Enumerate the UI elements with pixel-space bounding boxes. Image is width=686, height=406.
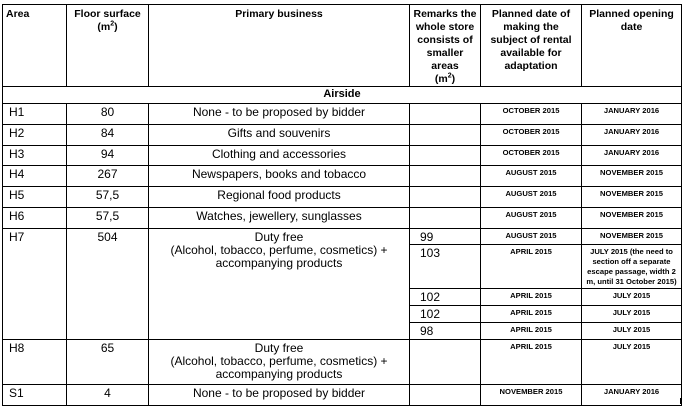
remarks-cell: [410, 208, 481, 229]
opening-date-cell: JULY 2015: [582, 323, 682, 340]
area-cell: H1: [3, 104, 67, 125]
remarks-cell: [410, 125, 481, 146]
business-cell: Gifts and souvenirs: [149, 125, 410, 146]
planned-date-cell: APRIL 2015: [481, 245, 582, 289]
remarks-cell: [410, 187, 481, 208]
floor-cell: 504: [67, 229, 149, 340]
opening-date-cell: JULY 2015: [582, 306, 682, 323]
floor-cell: 57,5: [67, 208, 149, 229]
area-cell: H5: [3, 187, 67, 208]
floor-cell: 94: [67, 146, 149, 166]
planned-date-cell: APRIL 2015: [481, 340, 582, 385]
header-row: [3, 5, 682, 87]
floor-cell: 84: [67, 125, 149, 146]
table-row: [3, 125, 682, 146]
business-cell: Regional food products: [149, 187, 410, 208]
table-row: [3, 166, 682, 187]
area-cell: H6: [3, 208, 67, 229]
next-table-border: [2, 398, 681, 404]
area-cell: H4: [3, 166, 67, 187]
area-cell: H2: [3, 125, 67, 146]
header-opening-date: Planned opening date: [582, 5, 682, 87]
planned-date-cell: APRIL 2015: [481, 306, 582, 323]
floor-cell: 267: [67, 166, 149, 187]
planned-date-cell: AUGUST 2015: [481, 187, 582, 208]
section-label: Airside: [3, 87, 682, 104]
remarks-cell: 102: [410, 289, 481, 306]
remarks-cell: [410, 166, 481, 187]
planned-date-cell: APRIL 2015: [481, 289, 582, 306]
opening-date-cell: NOVEMBER 2015: [582, 229, 682, 245]
opening-date-cell: NOVEMBER 2015: [582, 208, 682, 229]
floor-cell: 57,5: [67, 187, 149, 208]
opening-date-cell: JANUARY 2016: [582, 146, 682, 166]
business-cell: None - to be proposed by bidder: [149, 104, 410, 125]
business-cell: Clothing and accessories: [149, 146, 410, 166]
business-cell: Newspapers, books and tobacco: [149, 166, 410, 187]
remarks-cell: [410, 340, 481, 385]
remarks-cell: [410, 146, 481, 166]
table-row: [3, 146, 682, 166]
planned-date-cell: AUGUST 2015: [481, 229, 582, 245]
header-remarks: Remarks the whole store consists of smaller areas $(m^2)$: [410, 5, 481, 87]
business-cell: Duty free (Alcohol, tobacco, perfume, cosmetics) + accompanying products: [149, 229, 410, 340]
planned-date-cell: OCTOBER 2015: [481, 125, 582, 146]
rental-areas-table: [2, 4, 682, 406]
floor-cell: 65: [67, 340, 149, 385]
area-cell: S1: [3, 385, 67, 406]
table-row: [3, 229, 682, 245]
floor-cell: 4: [67, 385, 149, 406]
area-cell: H7: [3, 229, 67, 340]
business-cell: Watches, jewellery, sunglasses: [149, 208, 410, 229]
remarks-cell: 102: [410, 306, 481, 323]
opening-date-cell: JANUARY 2016: [582, 385, 682, 406]
planned-date-cell: AUGUST 2015: [481, 208, 582, 229]
opening-date-cell: JULY 2015: [582, 340, 682, 385]
table-row: [3, 187, 682, 208]
floor-cell: 80: [67, 104, 149, 125]
header-floor-surface: Floor surface $(m^2)$: [67, 5, 149, 87]
planned-date-cell: APRIL 2015: [481, 323, 582, 340]
area-cell: H8: [3, 340, 67, 385]
section-row: [3, 87, 682, 104]
header-primary-business: Primary business: [149, 5, 410, 87]
table-row: [3, 104, 682, 125]
header-area: Area: [3, 5, 67, 87]
remarks-cell: 98: [410, 323, 481, 340]
header-planned-date: Planned date of making the subject of rental available for adaptation: [481, 5, 582, 87]
opening-date-cell: JANUARY 2016: [582, 104, 682, 125]
planned-date-cell: OCTOBER 2015: [481, 146, 582, 166]
business-cell: None - to be proposed by bidder: [149, 385, 410, 406]
area-cell: H3: [3, 146, 67, 166]
planned-date-cell: AUGUST 2015: [481, 166, 582, 187]
table-row: [3, 340, 682, 385]
opening-date-cell: JULY 2015 (the need to section off a separate escape passage, width 2 m, until 31 October 2015): [582, 245, 682, 289]
opening-date-cell: NOVEMBER 2015: [582, 187, 682, 208]
planned-date-cell: OCTOBER 2015: [481, 104, 582, 125]
opening-date-cell: JULY 2015: [582, 289, 682, 306]
remarks-cell: 99: [410, 229, 481, 245]
remarks-cell: [410, 104, 481, 125]
remarks-cell: 103: [410, 245, 481, 289]
opening-date-cell: NOVEMBER 2015: [582, 166, 682, 187]
planned-date-cell: NOVEMBER 2015: [481, 385, 582, 406]
table-row: [3, 208, 682, 229]
opening-date-cell: JANUARY 2016: [582, 125, 682, 146]
business-cell: Duty free (Alcohol, tobacco, perfume, cosmetics) + accompanying products: [149, 340, 410, 385]
